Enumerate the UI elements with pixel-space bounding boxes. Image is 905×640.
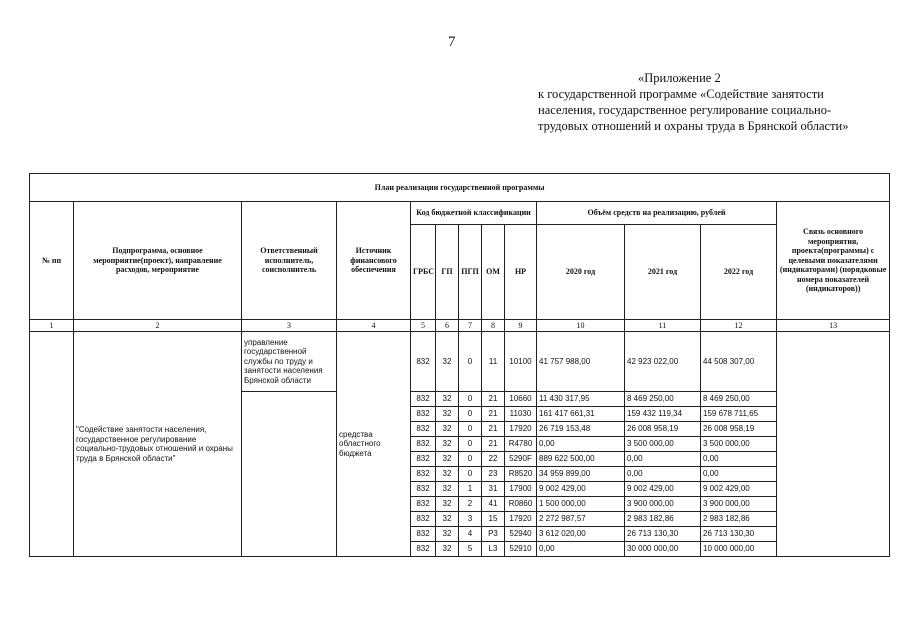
amount-2022-cell: 9 002 429,00 [701, 482, 777, 497]
indicator-link-cell [777, 332, 890, 557]
pgp-cell: 0 [459, 407, 482, 422]
header-budget-code: Код бюджетной классификации [411, 202, 537, 225]
header-executor: Ответственный исполнитель, соисполнитель [242, 202, 337, 320]
source-cell: средства областного бюджета [337, 332, 411, 557]
program-name-cell: "Содействие занятости населения, государственное регулирование социально-трудовых отношений и охраны труда в Брянской области" [74, 332, 242, 557]
np-cell: R0860 [505, 497, 537, 512]
executor-cell: управление государственной службы по труду и занятости населения Брянской области [242, 332, 337, 392]
page-number: 7 [448, 34, 456, 50]
grbs-cell: 832 [411, 407, 436, 422]
table-row [30, 332, 890, 392]
amount-2021-cell: 26 008 958,19 [625, 422, 701, 437]
amount-2021-cell: 0,00 [625, 452, 701, 467]
appendix-line: трудовых отношений и охраны труда в Брянской области» [538, 119, 849, 133]
amount-2021-cell: 9 002 429,00 [625, 482, 701, 497]
amount-2022-cell: 26 713 130,30 [701, 527, 777, 542]
amount-2021-cell: 8 469 250,00 [625, 392, 701, 407]
amount-2020-cell: 1 500 000,00 [537, 497, 625, 512]
grbs-cell: 832 [411, 497, 436, 512]
header-grbs: ГРБС [411, 225, 436, 320]
np-cell: 17920 [505, 512, 537, 527]
amount-2021-cell: 3 900 000,00 [625, 497, 701, 512]
column-number: 10 [537, 320, 625, 332]
grbs-cell: 832 [411, 542, 436, 557]
gp-cell: 32 [436, 542, 459, 557]
header-2020: 2020 год [537, 225, 625, 320]
amount-2020-cell: 34 959 899,00 [537, 467, 625, 482]
amount-2020-cell: 26 719 153,48 [537, 422, 625, 437]
gp-cell: 32 [436, 497, 459, 512]
pgp-cell: 2 [459, 497, 482, 512]
pgp-cell: 5 [459, 542, 482, 557]
pgp-cell: 3 [459, 512, 482, 527]
grbs-cell: 832 [411, 332, 436, 392]
amount-2020-cell: 41 757 988,00 [537, 332, 625, 392]
grbs-cell: 832 [411, 512, 436, 527]
np-cell: 11030 [505, 407, 537, 422]
column-number: 2 [74, 320, 242, 332]
amount-2020-cell: 3 612 020,00 [537, 527, 625, 542]
header-amounts: Объём средств на реализацию, рублей [537, 202, 777, 225]
amount-2022-cell: 159 678 711,65 [701, 407, 777, 422]
grbs-cell: 832 [411, 437, 436, 452]
om-cell: 21 [482, 437, 505, 452]
amount-2022-cell: 10 000 000,00 [701, 542, 777, 557]
np-cell: 52910 [505, 542, 537, 557]
pgp-cell: 0 [459, 452, 482, 467]
om-cell: P3 [482, 527, 505, 542]
amount-2021-cell: 26 713 130,30 [625, 527, 701, 542]
grbs-cell: 832 [411, 467, 436, 482]
amount-2020-cell: 161 417 661,31 [537, 407, 625, 422]
amount-2020-cell: 9 002 429,00 [537, 482, 625, 497]
gp-cell: 32 [436, 467, 459, 482]
appendix-heading [538, 70, 878, 134]
amount-2022-cell: 0,00 [701, 452, 777, 467]
om-cell: 23 [482, 467, 505, 482]
amount-2022-cell: 26 008 958,19 [701, 422, 777, 437]
gp-cell: 32 [436, 392, 459, 407]
om-cell: 22 [482, 452, 505, 467]
om-cell: L3 [482, 542, 505, 557]
gp-cell: 32 [436, 527, 459, 542]
executor-continued-cell [242, 392, 337, 557]
column-number: 3 [242, 320, 337, 332]
column-number: 12 [701, 320, 777, 332]
om-cell: 11 [482, 332, 505, 392]
header-link: Связь основного мероприятия, проекта(программы) с целевыми показателями (индикаторами) (порядковые номера показателей (индикаторов)) [777, 202, 890, 320]
plan-table [29, 173, 890, 557]
column-number: 13 [777, 320, 890, 332]
appendix-line: населения, государственное регулирование социально- [538, 103, 832, 117]
column-number-row [30, 320, 890, 332]
np-cell: 5290F [505, 452, 537, 467]
gp-cell: 32 [436, 452, 459, 467]
column-number: 8 [482, 320, 505, 332]
om-cell: 31 [482, 482, 505, 497]
header-num: № пп [30, 202, 74, 320]
grbs-cell: 832 [411, 392, 436, 407]
gp-cell: 32 [436, 437, 459, 452]
np-cell: 10660 [505, 392, 537, 407]
om-cell: 21 [482, 407, 505, 422]
appendix-line: «Приложение 2 [638, 71, 721, 85]
om-cell: 21 [482, 392, 505, 407]
np-cell: 17920 [505, 422, 537, 437]
pgp-cell: 1 [459, 482, 482, 497]
amount-2021-cell: 30 000 000,00 [625, 542, 701, 557]
om-cell: 41 [482, 497, 505, 512]
grbs-cell: 832 [411, 452, 436, 467]
column-number: 9 [505, 320, 537, 332]
header-2021: 2021 год [625, 225, 701, 320]
np-cell: R8520 [505, 467, 537, 482]
om-cell: 15 [482, 512, 505, 527]
grbs-cell: 832 [411, 527, 436, 542]
amount-2020-cell: 11 430 317,95 [537, 392, 625, 407]
amount-2022-cell: 2 983 182,86 [701, 512, 777, 527]
amount-2021-cell: 2 983 182,86 [625, 512, 701, 527]
np-cell: R4780 [505, 437, 537, 452]
grbs-cell: 832 [411, 422, 436, 437]
column-number: 4 [337, 320, 411, 332]
header-subprogram: Подпрограмма, основное мероприятие(проект), направление расходов, мероприятие [74, 202, 242, 320]
gp-cell: 32 [436, 482, 459, 497]
column-number: 7 [459, 320, 482, 332]
amount-2020-cell: 0,00 [537, 542, 625, 557]
amount-2021-cell: 159 432 119,34 [625, 407, 701, 422]
table-title: План реализации государственной программы [30, 174, 890, 202]
column-number: 6 [436, 320, 459, 332]
header-source: Источник финансового обеспечения [337, 202, 411, 320]
amount-2022-cell: 44 508 307,00 [701, 332, 777, 392]
amount-2020-cell: 2 272 987,57 [537, 512, 625, 527]
pgp-cell: 0 [459, 332, 482, 392]
amount-2022-cell: 3 500 000,00 [701, 437, 777, 452]
appendix-line: к государственной программе «Содействие занятости [538, 87, 824, 101]
amount-2022-cell: 8 469 250,00 [701, 392, 777, 407]
amount-2022-cell: 3 900 000,00 [701, 497, 777, 512]
om-cell: 21 [482, 422, 505, 437]
row-number-cell [30, 332, 74, 557]
gp-cell: 32 [436, 407, 459, 422]
amount-2022-cell: 0,00 [701, 467, 777, 482]
amount-2020-cell: 0,00 [537, 437, 625, 452]
pgp-cell: 0 [459, 437, 482, 452]
gp-cell: 32 [436, 332, 459, 392]
gp-cell: 32 [436, 512, 459, 527]
header-pgp: ПГП [459, 225, 482, 320]
pgp-cell: 0 [459, 467, 482, 482]
np-cell: 52940 [505, 527, 537, 542]
header-om: ОМ [482, 225, 505, 320]
header-np: НР [505, 225, 537, 320]
pgp-cell: 0 [459, 392, 482, 407]
pgp-cell: 0 [459, 422, 482, 437]
column-number: 11 [625, 320, 701, 332]
grbs-cell: 832 [411, 482, 436, 497]
np-cell: 10100 [505, 332, 537, 392]
header-gp: ГП [436, 225, 459, 320]
np-cell: 17900 [505, 482, 537, 497]
column-number: 1 [30, 320, 74, 332]
amount-2021-cell: 0,00 [625, 467, 701, 482]
plan-table-body [30, 332, 890, 557]
gp-cell: 32 [436, 422, 459, 437]
amount-2021-cell: 3 500 000,00 [625, 437, 701, 452]
pgp-cell: 4 [459, 527, 482, 542]
amount-2021-cell: 42 923 022,00 [625, 332, 701, 392]
header-2022: 2022 год [701, 225, 777, 320]
column-number: 5 [411, 320, 436, 332]
amount-2020-cell: 889 622 500,00 [537, 452, 625, 467]
